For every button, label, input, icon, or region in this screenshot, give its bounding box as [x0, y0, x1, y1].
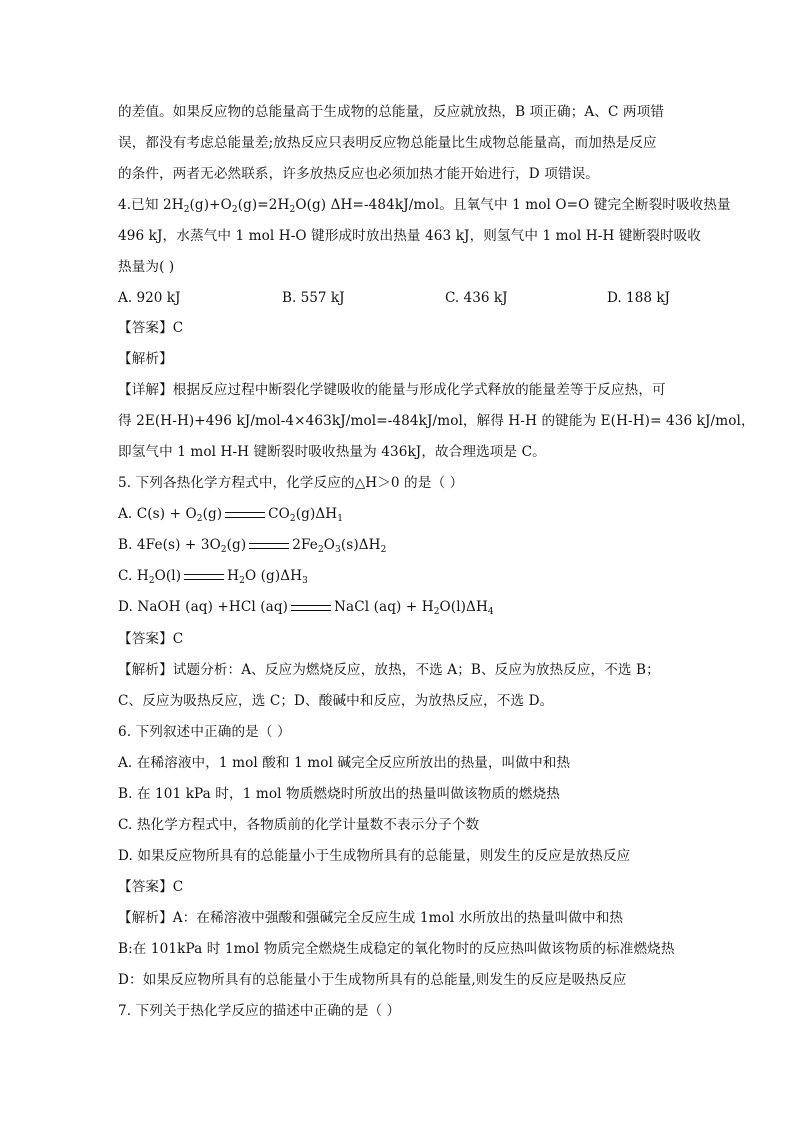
question-4-stem: 4.已知 $2H_2(g)+O_2(g)=2H_2O(g)$ ΔH=-484kJ/mol。且氧气中 1 mol O=O 键完全断裂时吸收热量 — [118, 197, 731, 215]
text-line: 得 2E(H-H)+496 kJ/mol-4×463kJ/mol=-484kJ/mol，解得 H-H 的键能为 E(H-H)= 436 kJ/mol， — [118, 413, 755, 429]
text-line: 的条件，两者无必然联系，许多放热反应也必须加热才能开始进行，D 项错误。 — [118, 166, 600, 182]
text-line: 【解析】试题分析：A、反应为燃烧反应，放热，不选 A；B、反应为放热反应，不选 B； — [118, 662, 660, 678]
option-a: A. 在稀溶液中，1 mol 酸和 1 mol 碱完全反应所放出的热量，叫做中和热 — [118, 755, 571, 771]
option-a: A. $C(s) + O_2(g)$ $CO_2(g)\Delta H_1$ — [118, 506, 344, 524]
question-7-stem: 7. 下列关于热化学反应的描述中正确的是（ ） — [118, 1003, 401, 1019]
text-line: 496 kJ，水蒸气中 1 mol H-O 键形成时放出热量 463 kJ，则氢气中 1 mol H-H 键断裂时吸收 — [118, 228, 701, 244]
equals-arrow — [291, 605, 331, 611]
option-d: D. 188 kJ — [607, 290, 671, 306]
answer-label: 【答案】C — [118, 320, 184, 336]
question-6-stem: 6. 下列叙述中正确的是（ ） — [118, 724, 291, 740]
option-d: D. NaOH (aq) +HCl (aq) NaCl $(aq) + H_2O(l)\Delta H_4$ — [118, 599, 494, 617]
text-line: 【解析】A：在稀溶液中强酸和强碱完全反应生成 1mol 水所放出的热量叫做中和热 — [118, 910, 624, 926]
option-a: A. 920 kJ — [118, 290, 181, 306]
answer-label: 【答案】C — [118, 879, 184, 895]
text-line: B:在 101kPa 时 1mol 物质完全燃烧生成稳定的氧化物时的反应热叫做该物质的标准燃烧热 — [118, 941, 675, 957]
text-line: 误，都没有考虑总能量差;放热反应只表明反应物总能量比生成物总能量高，而加热是反应 — [118, 135, 657, 151]
option-c: C. $H_2O(l)$ $H_2O$ $(g)\Delta H_3$ — [118, 568, 308, 586]
equals-arrow — [225, 512, 265, 518]
text-line: D：如果反应物所具有的总能量小于生成物所具有的总能量,则发生的反应是吸热反应 — [118, 972, 627, 988]
text-line: 的差值。如果反应物的总能量高于生成物的总能量，反应就放热，B 项正确；A、C 两项错 — [118, 104, 665, 120]
text-line: 即氢气中 1 mol H-H 键断裂时吸收热量为 436kJ，故合理选项是 C。 — [118, 444, 546, 460]
text-line: C、反应为吸热反应，选 C；D、酸碱中和反应，为放热反应，不选 D。 — [118, 693, 554, 709]
option-c: C. 热化学方程式中，各物质前的化学计量数不表示分子个数 — [118, 817, 480, 833]
answer-label: 【答案】C — [118, 631, 184, 647]
equals-arrow — [249, 543, 289, 549]
equals-arrow — [184, 574, 224, 580]
option-c: C. 436 kJ — [445, 290, 508, 306]
option-b: B. 在 101 kPa 时，1 mol 物质燃烧时所放出的热量叫做该物质的燃烧热 — [118, 786, 560, 802]
option-d: D. 如果反应物所具有的总能量小于生成物所具有的总能量，则发生的反应是放热反应 — [118, 848, 631, 864]
option-b: B. 557 kJ — [282, 290, 345, 306]
option-b: B. $4Fe(s) + 3O_2(g)$ $2Fe_2O_3(s)\Delta H_2$ — [118, 537, 387, 555]
text-line: 热量为( ) — [118, 259, 175, 275]
question-5-stem: 5. 下列各热化学方程式中，化学反应的△H＞0 的是（ ） — [118, 475, 464, 491]
text-line: 【详解】根据反应过程中断裂化学键吸收的能量与形成化学式释放的能量差等于反应热，可 — [118, 382, 666, 398]
analysis-label: 【解析】 — [118, 351, 173, 367]
